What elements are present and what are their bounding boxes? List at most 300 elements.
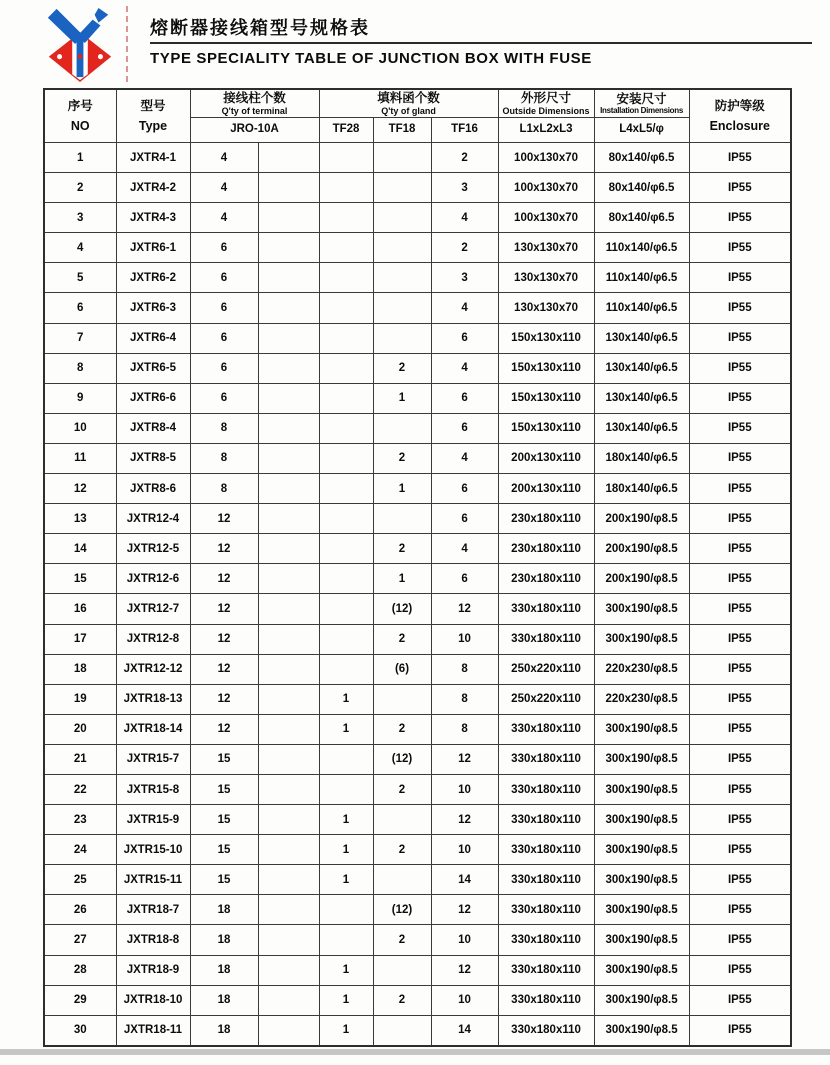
col-header-terminal-zh: 接线柱个数 xyxy=(223,91,286,106)
cell-install-dim: 130x140/φ6.5 xyxy=(594,413,689,443)
cell-tf18: 2 xyxy=(373,714,431,744)
cell-tf18: 2 xyxy=(373,534,431,564)
cell-no: 20 xyxy=(44,714,116,744)
cell-outside-dim: 330x180x110 xyxy=(498,714,594,744)
cell-terminal-extra xyxy=(258,805,319,835)
col-subheader-l4l5: L4xL5/φ xyxy=(594,118,689,143)
cell-type: JXTR18-14 xyxy=(116,714,190,744)
col-header-install-zh: 安装尺寸 xyxy=(616,91,667,106)
table-row xyxy=(44,564,791,594)
col-header-terminal xyxy=(190,89,319,118)
cell-terminal-jro: 8 xyxy=(190,474,258,504)
cell-type: JXTR12-8 xyxy=(116,624,190,654)
cell-terminal-jro: 8 xyxy=(190,443,258,473)
cell-type: JXTR12-5 xyxy=(116,534,190,564)
cell-terminal-extra xyxy=(258,654,319,684)
cell-tf28 xyxy=(319,263,373,293)
cell-type: JXTR18-9 xyxy=(116,955,190,985)
cell-tf18: (6) xyxy=(373,654,431,684)
cell-enclosure: IP55 xyxy=(689,654,791,684)
cell-tf18 xyxy=(373,1015,431,1046)
cell-tf16: 6 xyxy=(431,383,498,413)
cell-terminal-extra xyxy=(258,233,319,263)
cell-install-dim: 300x190/φ8.5 xyxy=(594,1015,689,1046)
cell-tf18: 2 xyxy=(373,835,431,865)
cell-terminal-extra xyxy=(258,564,319,594)
cell-enclosure: IP55 xyxy=(689,413,791,443)
col-subheader-l1l2l3: L1xL2xL3 xyxy=(498,118,594,143)
cell-install-dim: 300x190/φ8.5 xyxy=(594,805,689,835)
cell-enclosure: IP55 xyxy=(689,203,791,233)
cell-tf28 xyxy=(319,203,373,233)
cell-tf18 xyxy=(373,865,431,895)
cell-tf28 xyxy=(319,504,373,534)
cell-no: 16 xyxy=(44,594,116,624)
cell-no: 8 xyxy=(44,353,116,383)
cell-enclosure: IP55 xyxy=(689,774,791,804)
cell-no: 14 xyxy=(44,534,116,564)
cell-tf18: (12) xyxy=(373,594,431,624)
cell-no: 4 xyxy=(44,233,116,263)
cell-type: JXTR6-5 xyxy=(116,353,190,383)
cell-enclosure: IP55 xyxy=(689,865,791,895)
cell-terminal-extra xyxy=(258,353,319,383)
cell-type: JXTR6-6 xyxy=(116,383,190,413)
cell-terminal-jro: 6 xyxy=(190,383,258,413)
cell-tf16: 10 xyxy=(431,624,498,654)
cell-terminal-extra xyxy=(258,474,319,504)
cell-tf18: 2 xyxy=(373,985,431,1015)
cell-type: JXTR18-11 xyxy=(116,1015,190,1046)
cell-enclosure: IP55 xyxy=(689,594,791,624)
cell-tf18: 1 xyxy=(373,564,431,594)
cell-no: 25 xyxy=(44,865,116,895)
cell-outside-dim: 330x180x110 xyxy=(498,594,594,624)
cell-enclosure: IP55 xyxy=(689,474,791,504)
cell-tf16: 2 xyxy=(431,233,498,263)
cell-terminal-jro: 12 xyxy=(190,594,258,624)
cell-terminal-extra xyxy=(258,594,319,624)
cell-tf16: 12 xyxy=(431,895,498,925)
cell-tf16: 8 xyxy=(431,654,498,684)
cell-enclosure: IP55 xyxy=(689,714,791,744)
table-row xyxy=(44,865,791,895)
cell-terminal-jro: 6 xyxy=(190,293,258,323)
cell-tf18 xyxy=(373,173,431,203)
title-underline xyxy=(150,42,812,44)
cell-tf16: 6 xyxy=(431,323,498,353)
cell-terminal-jro: 15 xyxy=(190,835,258,865)
cell-tf16: 12 xyxy=(431,594,498,624)
cell-type: JXTR6-1 xyxy=(116,233,190,263)
table-row xyxy=(44,534,791,564)
cell-terminal-extra xyxy=(258,895,319,925)
cell-tf16: 10 xyxy=(431,925,498,955)
cell-terminal-jro: 12 xyxy=(190,714,258,744)
page-header xyxy=(0,0,830,88)
cell-terminal-extra xyxy=(258,835,319,865)
cell-tf18: 2 xyxy=(373,774,431,804)
cell-install-dim: 300x190/φ8.5 xyxy=(594,925,689,955)
cell-install-dim: 300x190/φ8.5 xyxy=(594,594,689,624)
table-row xyxy=(44,413,791,443)
col-header-terminal-en: Q'ty of terminal xyxy=(221,105,288,116)
cell-tf28 xyxy=(319,925,373,955)
table-row xyxy=(44,624,791,654)
cell-terminal-extra xyxy=(258,1015,319,1046)
cell-type: JXTR4-1 xyxy=(116,143,190,173)
cell-tf18 xyxy=(373,413,431,443)
cell-install-dim: 200x190/φ8.5 xyxy=(594,534,689,564)
cell-outside-dim: 150x130x110 xyxy=(498,383,594,413)
cell-tf28 xyxy=(319,895,373,925)
cell-type: JXTR6-3 xyxy=(116,293,190,323)
cell-enclosure: IP55 xyxy=(689,323,791,353)
spec-table xyxy=(43,88,792,1047)
table-row xyxy=(44,594,791,624)
cell-tf16: 14 xyxy=(431,865,498,895)
header-dashed-divider xyxy=(126,6,128,82)
table-row xyxy=(44,985,791,1015)
cell-type: JXTR4-2 xyxy=(116,173,190,203)
cell-enclosure: IP55 xyxy=(689,353,791,383)
cell-install-dim: 180x140/φ6.5 xyxy=(594,474,689,504)
table-row xyxy=(44,233,791,263)
cell-terminal-jro: 12 xyxy=(190,654,258,684)
cell-no: 24 xyxy=(44,835,116,865)
col-header-type xyxy=(116,89,190,143)
col-header-gland xyxy=(319,89,498,118)
cell-enclosure: IP55 xyxy=(689,684,791,714)
cell-outside-dim: 330x180x110 xyxy=(498,774,594,804)
cell-enclosure: IP55 xyxy=(689,263,791,293)
cell-tf16: 4 xyxy=(431,534,498,564)
cell-tf28: 1 xyxy=(319,865,373,895)
cell-type: JXTR18-10 xyxy=(116,985,190,1015)
cell-enclosure: IP55 xyxy=(689,564,791,594)
cell-no: 10 xyxy=(44,413,116,443)
cell-terminal-jro: 12 xyxy=(190,564,258,594)
cell-tf16: 12 xyxy=(431,955,498,985)
cell-no: 13 xyxy=(44,504,116,534)
cell-terminal-extra xyxy=(258,323,319,353)
cell-terminal-jro: 12 xyxy=(190,504,258,534)
cell-install-dim: 130x140/φ6.5 xyxy=(594,323,689,353)
cell-tf28: 1 xyxy=(319,835,373,865)
table-row xyxy=(44,1015,791,1046)
cell-enclosure: IP55 xyxy=(689,233,791,263)
cell-tf16: 6 xyxy=(431,413,498,443)
cell-tf28 xyxy=(319,654,373,684)
cell-terminal-jro: 18 xyxy=(190,895,258,925)
cell-terminal-jro: 6 xyxy=(190,323,258,353)
col-header-type-zh: 型号 xyxy=(140,98,166,113)
cell-terminal-jro: 6 xyxy=(190,233,258,263)
table-row xyxy=(44,263,791,293)
cell-terminal-extra xyxy=(258,413,319,443)
cell-install-dim: 300x190/φ8.5 xyxy=(594,744,689,774)
cell-outside-dim: 330x180x110 xyxy=(498,865,594,895)
cell-enclosure: IP55 xyxy=(689,293,791,323)
cell-no: 15 xyxy=(44,564,116,594)
cell-tf16: 3 xyxy=(431,263,498,293)
col-header-enclosure xyxy=(689,89,791,143)
cell-no: 28 xyxy=(44,955,116,985)
table-row xyxy=(44,293,791,323)
table-body xyxy=(44,143,791,1046)
cell-enclosure: IP55 xyxy=(689,143,791,173)
cell-tf16: 10 xyxy=(431,985,498,1015)
cell-outside-dim: 100x130x70 xyxy=(498,203,594,233)
cell-tf28 xyxy=(319,774,373,804)
cell-tf18: 2 xyxy=(373,624,431,654)
cell-tf28 xyxy=(319,383,373,413)
cell-tf18: (12) xyxy=(373,744,431,774)
cell-terminal-jro: 18 xyxy=(190,955,258,985)
cell-terminal-extra xyxy=(258,774,319,804)
cell-tf16: 6 xyxy=(431,564,498,594)
cell-tf28 xyxy=(319,323,373,353)
cell-no: 12 xyxy=(44,474,116,504)
cell-outside-dim: 130x130x70 xyxy=(498,293,594,323)
cell-tf18 xyxy=(373,323,431,353)
cell-tf18 xyxy=(373,233,431,263)
cell-tf28: 1 xyxy=(319,1015,373,1046)
cell-type: JXTR8-4 xyxy=(116,413,190,443)
cell-tf28: 1 xyxy=(319,955,373,985)
cell-tf16: 3 xyxy=(431,173,498,203)
cell-type: JXTR15-7 xyxy=(116,744,190,774)
table-row xyxy=(44,203,791,233)
table-row xyxy=(44,805,791,835)
cell-install-dim: 200x190/φ8.5 xyxy=(594,564,689,594)
cell-install-dim: 110x140/φ6.5 xyxy=(594,233,689,263)
cell-tf28 xyxy=(319,594,373,624)
cell-type: JXTR18-13 xyxy=(116,684,190,714)
table-row xyxy=(44,744,791,774)
cell-terminal-jro: 6 xyxy=(190,263,258,293)
cell-terminal-extra xyxy=(258,263,319,293)
cell-tf28 xyxy=(319,443,373,473)
col-header-outside-zh: 外形尺寸 xyxy=(521,91,572,106)
cell-outside-dim: 250x220x110 xyxy=(498,684,594,714)
cell-tf28: 1 xyxy=(319,714,373,744)
cell-terminal-jro: 18 xyxy=(190,985,258,1015)
cell-enclosure: IP55 xyxy=(689,383,791,413)
cell-terminal-extra xyxy=(258,985,319,1015)
cell-no: 5 xyxy=(44,263,116,293)
cell-tf16: 12 xyxy=(431,805,498,835)
cell-type: JXTR8-5 xyxy=(116,443,190,473)
cell-tf28 xyxy=(319,534,373,564)
page-title-zh: 熔断器接线箱型号规格表 xyxy=(150,18,370,38)
cell-terminal-jro: 18 xyxy=(190,1015,258,1046)
cell-tf28 xyxy=(319,233,373,263)
cell-outside-dim: 150x130x110 xyxy=(498,413,594,443)
cell-terminal-jro: 8 xyxy=(190,413,258,443)
cell-enclosure: IP55 xyxy=(689,895,791,925)
logo-dot-right xyxy=(98,54,103,59)
cell-tf28: 1 xyxy=(319,684,373,714)
table-row xyxy=(44,684,791,714)
cell-install-dim: 220x230/φ8.5 xyxy=(594,684,689,714)
cell-enclosure: IP55 xyxy=(689,173,791,203)
cell-tf16: 4 xyxy=(431,353,498,383)
col-subheader-jro10a: JRO-10A xyxy=(190,118,319,143)
col-header-type-en: Type xyxy=(138,119,168,133)
cell-enclosure: IP55 xyxy=(689,744,791,774)
cell-no: 27 xyxy=(44,925,116,955)
cell-tf16: 10 xyxy=(431,774,498,804)
cell-install-dim: 180x140/φ6.5 xyxy=(594,443,689,473)
cell-tf16: 8 xyxy=(431,714,498,744)
cell-tf28 xyxy=(319,413,373,443)
cell-install-dim: 300x190/φ8.5 xyxy=(594,985,689,1015)
col-header-outside-en: Outside Dimensions xyxy=(502,105,590,116)
table-row xyxy=(44,353,791,383)
cell-install-dim: 300x190/φ8.5 xyxy=(594,624,689,654)
cell-install-dim: 110x140/φ6.5 xyxy=(594,263,689,293)
cell-terminal-extra xyxy=(258,443,319,473)
cell-tf18 xyxy=(373,293,431,323)
col-header-outside xyxy=(498,89,594,118)
cell-no: 11 xyxy=(44,443,116,473)
cell-tf18: 2 xyxy=(373,353,431,383)
cell-enclosure: IP55 xyxy=(689,534,791,564)
cell-no: 22 xyxy=(44,774,116,804)
cell-tf18 xyxy=(373,805,431,835)
cell-type: JXTR15-9 xyxy=(116,805,190,835)
table-row xyxy=(44,774,791,804)
cell-type: JXTR15-10 xyxy=(116,835,190,865)
cell-install-dim: 130x140/φ6.5 xyxy=(594,353,689,383)
brand-logo-icon xyxy=(44,6,116,82)
cell-tf28 xyxy=(319,474,373,504)
cell-type: JXTR12-4 xyxy=(116,504,190,534)
cell-terminal-extra xyxy=(258,293,319,323)
table-row xyxy=(44,714,791,744)
cell-terminal-jro: 12 xyxy=(190,534,258,564)
cell-install-dim: 200x190/φ8.5 xyxy=(594,504,689,534)
cell-terminal-extra xyxy=(258,143,319,173)
cell-type: JXTR6-4 xyxy=(116,323,190,353)
cell-outside-dim: 330x180x110 xyxy=(498,835,594,865)
col-header-no-zh: 序号 xyxy=(67,98,93,113)
logo-chevron xyxy=(95,8,109,23)
table-header xyxy=(44,89,791,143)
table-row xyxy=(44,443,791,473)
cell-terminal-extra xyxy=(258,744,319,774)
col-subheader-tf28: TF28 xyxy=(319,118,373,143)
cell-install-dim: 300x190/φ8.5 xyxy=(594,774,689,804)
cell-tf28 xyxy=(319,564,373,594)
cell-outside-dim: 330x180x110 xyxy=(498,1015,594,1046)
cell-tf18 xyxy=(373,263,431,293)
cell-tf16: 8 xyxy=(431,684,498,714)
cell-install-dim: 300x190/φ8.5 xyxy=(594,895,689,925)
cell-terminal-jro: 15 xyxy=(190,774,258,804)
page-title-en: TYPE SPECIALITY TABLE OF JUNCTION BOX WITH FUSE xyxy=(150,50,592,67)
cell-no: 7 xyxy=(44,323,116,353)
cell-tf28 xyxy=(319,744,373,774)
cell-tf16: 2 xyxy=(431,143,498,173)
cell-terminal-extra xyxy=(258,955,319,985)
page-bottom-bar xyxy=(0,1049,830,1055)
cell-type: JXTR8-6 xyxy=(116,474,190,504)
cell-install-dim: 80x140/φ6.5 xyxy=(594,203,689,233)
table-row xyxy=(44,173,791,203)
cell-tf16: 4 xyxy=(431,203,498,233)
cell-type: JXTR12-6 xyxy=(116,564,190,594)
col-header-no-en: NO xyxy=(70,119,90,133)
cell-tf28: 1 xyxy=(319,985,373,1015)
cell-terminal-jro: 4 xyxy=(190,173,258,203)
cell-type: JXTR6-2 xyxy=(116,263,190,293)
cell-tf18: 1 xyxy=(373,474,431,504)
cell-no: 23 xyxy=(44,805,116,835)
cell-outside-dim: 230x180x110 xyxy=(498,534,594,564)
cell-terminal-extra xyxy=(258,865,319,895)
cell-no: 30 xyxy=(44,1015,116,1046)
cell-enclosure: IP55 xyxy=(689,985,791,1015)
logo-arm-left xyxy=(48,9,83,44)
cell-enclosure: IP55 xyxy=(689,443,791,473)
cell-terminal-extra xyxy=(258,714,319,744)
cell-install-dim: 300x190/φ8.5 xyxy=(594,835,689,865)
table-row xyxy=(44,323,791,353)
col-header-no xyxy=(44,89,116,143)
col-header-enclosure-en: Enclosure xyxy=(709,119,770,133)
cell-type: JXTR15-11 xyxy=(116,865,190,895)
col-subheader-tf16: TF16 xyxy=(431,118,498,143)
table-row xyxy=(44,383,791,413)
cell-no: 18 xyxy=(44,654,116,684)
cell-tf18: 2 xyxy=(373,925,431,955)
col-subheader-tf18: TF18 xyxy=(373,118,431,143)
cell-enclosure: IP55 xyxy=(689,624,791,654)
logo-dot-left xyxy=(57,54,62,59)
cell-terminal-extra xyxy=(258,624,319,654)
cell-outside-dim: 330x180x110 xyxy=(498,744,594,774)
cell-tf16: 4 xyxy=(431,293,498,323)
cell-no: 17 xyxy=(44,624,116,654)
cell-outside-dim: 130x130x70 xyxy=(498,263,594,293)
col-header-enclosure-zh: 防护等级 xyxy=(714,98,765,113)
cell-terminal-extra xyxy=(258,925,319,955)
spec-table-container xyxy=(43,88,792,1047)
cell-tf18: (12) xyxy=(373,895,431,925)
cell-outside-dim: 100x130x70 xyxy=(498,173,594,203)
cell-type: JXTR18-7 xyxy=(116,895,190,925)
cell-terminal-jro: 12 xyxy=(190,684,258,714)
cell-tf18 xyxy=(373,955,431,985)
cell-outside-dim: 330x180x110 xyxy=(498,955,594,985)
cell-outside-dim: 200x130x110 xyxy=(498,443,594,473)
table-row xyxy=(44,955,791,985)
cell-outside-dim: 150x130x110 xyxy=(498,353,594,383)
cell-outside-dim: 230x180x110 xyxy=(498,504,594,534)
cell-install-dim: 110x140/φ6.5 xyxy=(594,293,689,323)
table-row xyxy=(44,895,791,925)
cell-no: 29 xyxy=(44,985,116,1015)
cell-enclosure: IP55 xyxy=(689,835,791,865)
cell-enclosure: IP55 xyxy=(689,925,791,955)
cell-tf28 xyxy=(319,624,373,654)
cell-tf28 xyxy=(319,353,373,383)
cell-terminal-jro: 4 xyxy=(190,203,258,233)
cell-terminal-extra xyxy=(258,173,319,203)
cell-tf16: 14 xyxy=(431,1015,498,1046)
